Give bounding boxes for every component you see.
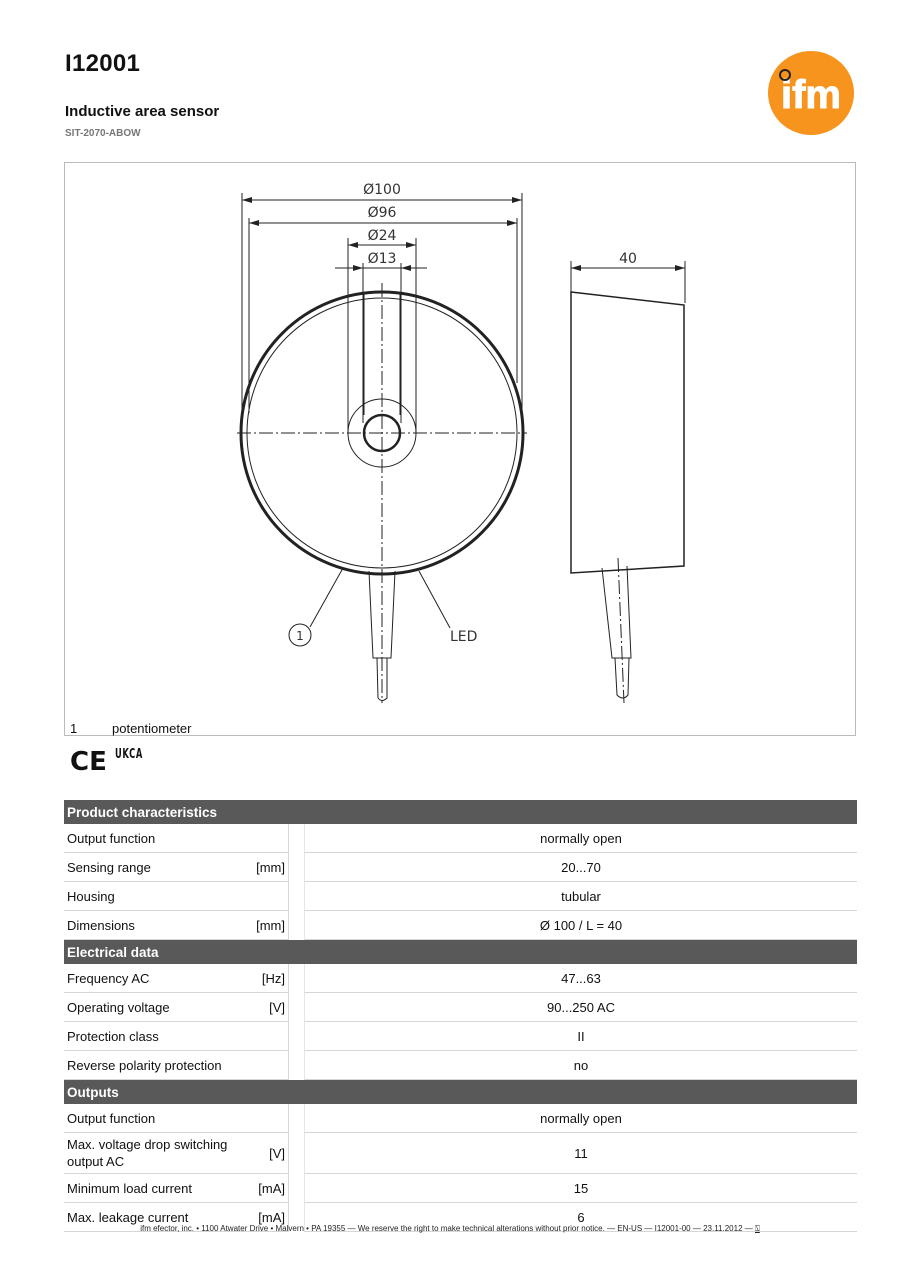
spec-row [64, 911, 857, 940]
spec-unit: [mA] [252, 1203, 289, 1232]
spec-label: Minimum load current [64, 1174, 252, 1203]
spec-gap [289, 1174, 304, 1203]
section-title: Electrical data [64, 940, 857, 964]
dim-length-40: 40 [619, 251, 637, 267]
spec-unit: [Hz] [252, 964, 289, 993]
spec-value: normally open [304, 1104, 857, 1133]
dim-diameter-100: Ø100 [363, 182, 401, 198]
spec-unit: [mm] [252, 853, 289, 882]
spec-row [64, 853, 857, 882]
spec-label: Frequency AC [64, 964, 252, 993]
spec-unit: [mA] [252, 1174, 289, 1203]
spec-label: Max. voltage drop switching output AC [64, 1133, 252, 1174]
spec-gap [289, 911, 304, 940]
spec-row [64, 1104, 857, 1133]
spec-row [64, 1022, 857, 1051]
callout-number: 1 [296, 629, 304, 643]
svg-text:ifm: ifm [781, 73, 841, 117]
spec-value: 6 [304, 1203, 857, 1232]
spec-value: normally open [304, 824, 857, 853]
spec-label: Operating voltage [64, 993, 252, 1022]
spec-label: Housing [64, 882, 252, 911]
spec-row [64, 1051, 857, 1080]
spec-unit: [V] [252, 1133, 289, 1174]
spec-value: 47...63 [304, 964, 857, 993]
spec-unit [252, 1104, 289, 1133]
ukca-mark: UKCA [115, 747, 143, 762]
article-code: SIT-2070-ABOW [65, 128, 141, 139]
dim-diameter-96: Ø96 [367, 205, 397, 221]
spec-value: 15 [304, 1174, 857, 1203]
product-title: I12001 [65, 50, 141, 77]
spec-gap [289, 882, 304, 911]
spec-label: Max. leakage current [64, 1203, 252, 1232]
product-subtitle: Inductive area sensor [65, 103, 220, 120]
spec-label: Reverse polarity protection [64, 1051, 252, 1080]
dim-diameter-13: Ø13 [367, 251, 397, 267]
spec-value: no [304, 1051, 857, 1080]
spec-unit: [V] [252, 993, 289, 1022]
technical-drawing [65, 163, 857, 737]
spec-value: 11 [304, 1133, 857, 1174]
section-header [64, 800, 857, 824]
section-header [64, 940, 857, 964]
page-footer [0, 1224, 900, 1234]
spec-row [64, 964, 857, 993]
spec-unit [252, 882, 289, 911]
spec-gap [289, 993, 304, 1022]
legend-text: potentiometer [112, 721, 192, 736]
spec-gap [289, 1022, 304, 1051]
spec-row [64, 1174, 857, 1203]
section-header [64, 1080, 857, 1104]
spec-unit [252, 824, 289, 853]
spec-label: Dimensions [64, 911, 252, 940]
spec-value: 90...250 AC [304, 993, 857, 1022]
led-label: LED [450, 629, 478, 645]
spec-label: Output function [64, 824, 252, 853]
spec-gap [289, 853, 304, 882]
spec-row [64, 824, 857, 853]
spec-value: 20...70 [304, 853, 857, 882]
spec-unit: [mm] [252, 911, 289, 940]
spec-row [64, 1133, 857, 1174]
spec-label: Protection class [64, 1022, 252, 1051]
spec-gap [289, 1051, 304, 1080]
section-title: Product characteristics [64, 800, 857, 824]
dimension-drawing [64, 162, 856, 736]
spec-unit [252, 1051, 289, 1080]
spec-gap [289, 824, 304, 853]
dim-diameter-24: Ø24 [367, 228, 397, 244]
ifm-mini-icon: ⍂ [754, 1224, 760, 1233]
spec-value: tubular [304, 882, 857, 911]
ce-mark: CE [70, 747, 107, 777]
specification-table [64, 800, 857, 1232]
spec-label: Sensing range [64, 853, 252, 882]
spec-label: Output function [64, 1104, 252, 1133]
certification-marks [70, 744, 150, 778]
spec-value: II [304, 1022, 857, 1051]
spec-unit [252, 1022, 289, 1051]
spec-row [64, 882, 857, 911]
spec-gap [289, 964, 304, 993]
legend-number: 1 [70, 721, 78, 736]
spec-value: Ø 100 / L = 40 [304, 911, 857, 940]
spec-gap [289, 1104, 304, 1133]
ifm-logo [767, 50, 855, 136]
spec-gap [289, 1133, 304, 1174]
section-title: Outputs [64, 1080, 857, 1104]
footer-text: ifm efector, inc. • 1100 Atwater Drive • Malvern • PA 19355 — We reserve the right to make technical alterations without prior notice. — EN-US — I12001-00 — 23.11.2012 — [140, 1224, 753, 1233]
spec-row [64, 993, 857, 1022]
